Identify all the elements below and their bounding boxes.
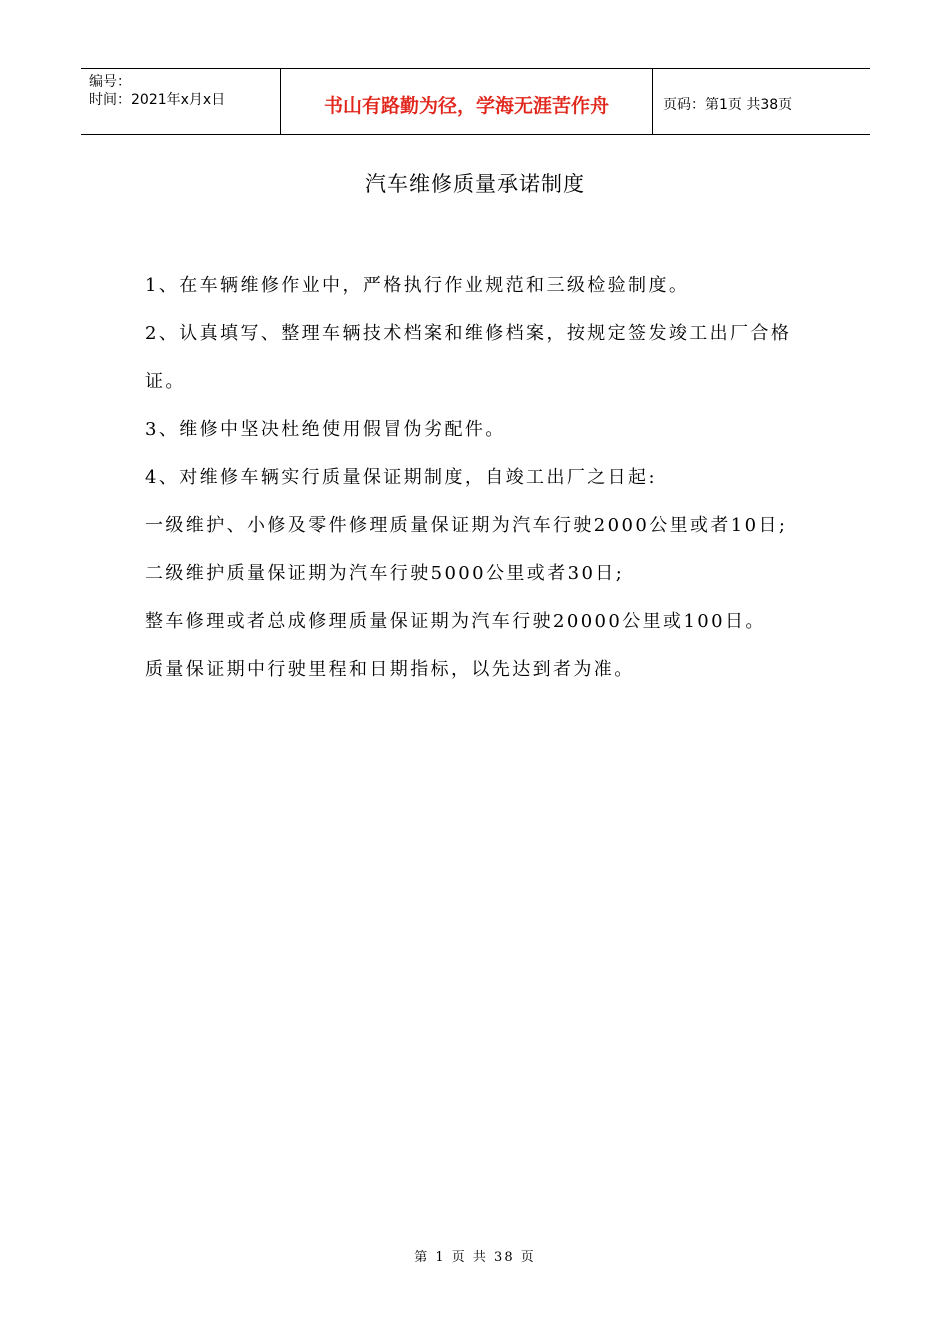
paragraph-5: 一级维护、小修及零件修理质量保证期为汽车行驶2000公里或者10日; [145,515,788,536]
paragraph-4: 4、对维修车辆实行质量保证期制度，自竣工出厂之日起: [145,467,657,488]
document-time-label: 时间：2021年x月x日 [89,92,226,108]
paragraph-6: 二级维护质量保证期为汽车行驶5000公里或者30日; [145,563,625,584]
page-header [81,68,870,135]
header-motto: 书山有路勤为径，学海无涯苦作舟 [281,69,653,134]
page-footer: 第 1 页 共 38 页 [414,1250,536,1265]
paragraph-3: 3、维修中坚决杜绝使用假冒伪劣配件。 [145,419,506,440]
paragraph-2: 2、认真填写、整理车辆技术档案和维修档案，按规定签发竣工出厂合格证。 [145,323,792,392]
paragraph-8: 质量保证期中行驶里程和日期指标，以先达到者为准。 [145,659,635,680]
header-page-info: 页码：第1页 共38页 [663,96,793,113]
document-body [145,262,825,694]
paragraph-7: 整车修理或者总成修理质量保证期为汽车行驶20000公里或100日。 [145,611,766,632]
paragraph-1: 1、在车辆维修作业中，严格执行作业规范和三级检验制度。 [145,275,690,296]
document-title: 汽车维修质量承诺制度 [365,172,585,196]
document-number-label: 编号： [89,74,131,90]
header-meta [81,69,281,134]
